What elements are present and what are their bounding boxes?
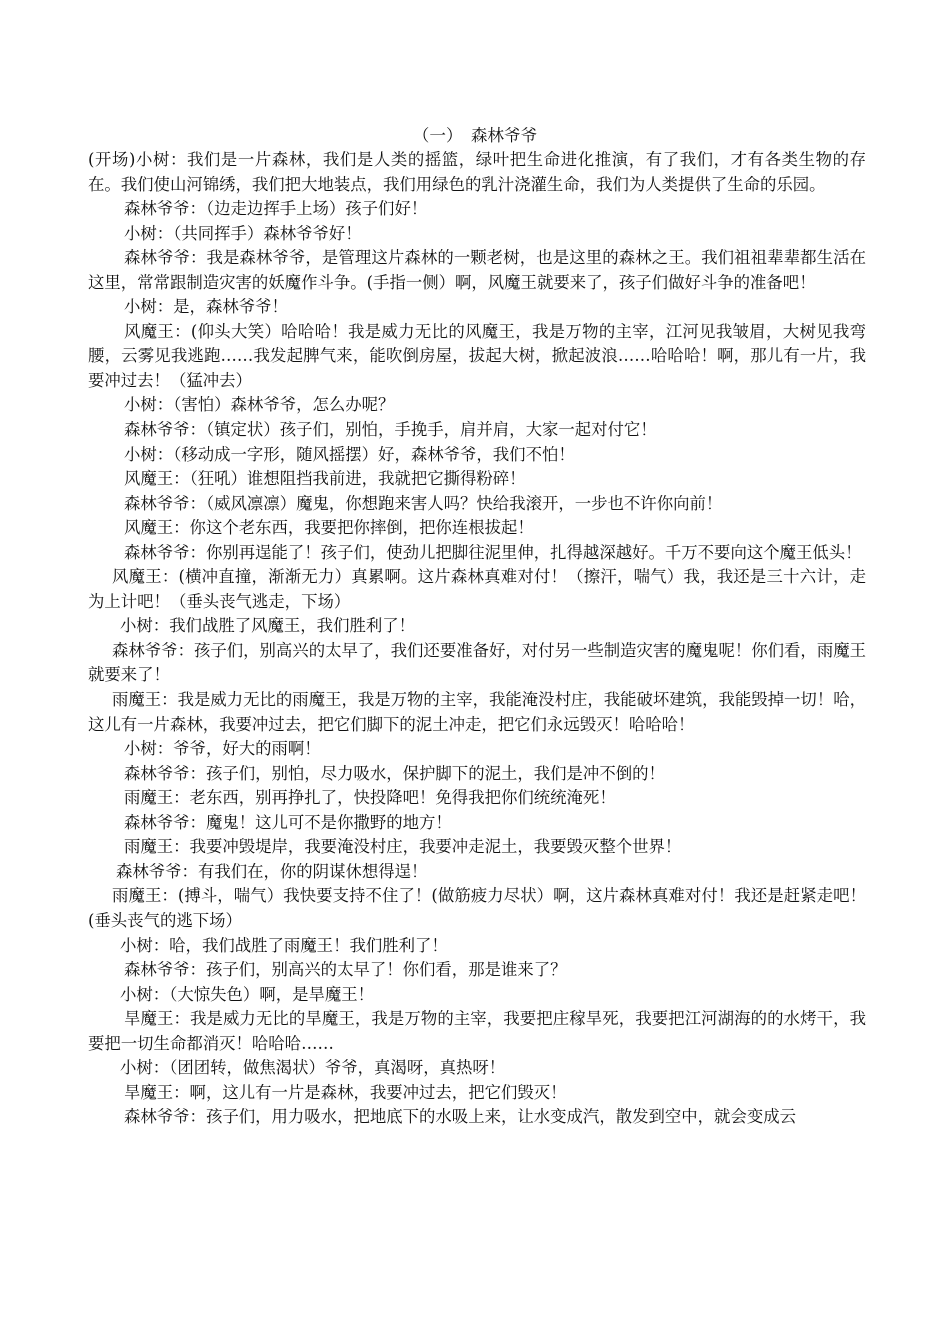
paragraph: 小树：我们战胜了风魔王，我们胜利了！	[120, 616, 416, 636]
paragraph: 小树：（大惊失色）啊，是旱魔王！	[120, 984, 375, 1004]
paragraph: 小树：（移动成一字形，随风摇摆）好，森林爷爷，我们不怕！	[124, 444, 575, 464]
page-title: （一） 森林爷爷	[412, 126, 538, 145]
paragraph: 森林爷爷：你别再逞能了！孩子们，使劲儿把脚往泥里伸，扎得越深越好。千万不要向这个魔王低头！	[124, 542, 862, 562]
paragraph: 风魔王：(仰头大笑）哈哈哈！我是威力无比的风魔王，我是万物的主宰，江河见我皱眉，大树见我弯腰，云雾见我逃跑……我发起脾气来，能吹倒房屋，拔起大树，掀起波浪……哈哈哈！啊，那儿有一片，我要冲过去！（猛冲去）	[88, 321, 866, 390]
paragraph: 旱魔王：啊，这儿有一片是森林，我要冲过去，把它们毁灭！	[124, 1082, 567, 1102]
paragraph: 森林爷爷：孩子们，别怕，尽力吸水，保护脚下的泥土，我们是冲不倒的！	[124, 763, 665, 783]
paragraph: 风魔王：(横冲直撞，渐渐无力）真累啊。这片森林真难对付！（擦汗，喘气）我，我还是三十六计，走为上计吧！（垂头丧气逃走，下场）	[88, 567, 866, 611]
paragraph: 森林爷爷：（威风凛凛）魔鬼，你想跑来害人吗？快给我滚开，一步也不许你向前！	[124, 493, 723, 513]
paragraph: 森林爷爷：有我们在，你的阴谋休想得逞！	[116, 861, 428, 881]
paragraph: 森林爷爷：我是森林爷爷，是管理这片森林的一颗老树，也是这里的森林之王。我们祖祖辈辈都生活在这里，常常跟制造灾害的妖魔作斗争。(手指一侧）啊，风魔王就要来了，孩子们做好斗争的准备吧！	[88, 248, 866, 292]
paragraph: 森林爷爷：（边走边挥手上场）孩子们好！	[124, 199, 428, 219]
paragraph: 小树：（团团转，做焦渴状）爷爷，真渴呀，真热呀！	[120, 1058, 506, 1078]
paragraph: 小树：哈，我们战胜了雨魔王！我们胜利了！	[120, 935, 448, 955]
paragraph: 风魔王：你这个老东西，我要把你摔倒，把你连根拔起！	[124, 518, 534, 538]
paragraph: 森林爷爷：孩子们，别高兴的太早了！你们看，那是谁来了？	[124, 960, 567, 980]
paragraph: 小树：是，森林爷爷！	[124, 297, 288, 317]
paragraph: 雨魔王：(搏斗，喘气）我快要支持不住了！(做筋疲力尽状）啊，这片森林真难对付！我还是赶紧走吧！(垂头丧气的逃下场）	[88, 886, 866, 930]
paragraph: 森林爷爷：孩子们，别高兴的太早了，我们还要准备好，对付另一些制造灾害的魔鬼呢！你们看，雨魔王就要来了！	[88, 640, 866, 685]
paragraph: 森林爷爷：魔鬼！这儿可不是你撒野的地方！	[124, 812, 452, 832]
paragraph: 森林爷爷：孩子们，用力吸水，把地底下的水吸上来，让水变成汽，散发到空中，就会变成云	[124, 1107, 797, 1127]
paragraph: (开场)小树：我们是一片森林，我们是人类的摇篮，绿叶把生命进化推演，有了我们，才有各类生物的存在。我们使山河锦绣，我们把大地装点，我们用绿色的乳汁浇灌生命，我们为人类提供了生命的乐园。	[88, 150, 866, 194]
paragraph: 风魔王：（狂吼）谁想阻挡我前进，我就把它撕得粉碎！	[124, 469, 526, 489]
paragraph: 小树：爷爷，好大的雨啊！	[124, 739, 321, 759]
paragraph: 雨魔王：老东西，别再挣扎了，快投降吧！免得我把你们统统淹死！	[124, 788, 616, 808]
paragraph: 旱魔王：我是威力无比的旱魔王，我是万物的主宰，我要把庄稼旱死，我要把江河湖海的的水烤干，我要把一切生命都消灭！哈哈哈……	[88, 1009, 866, 1053]
paragraph: 森林爷爷：（镇定状）孩子们，别怕，手挽手，肩并肩，大家一起对付它！	[124, 420, 657, 440]
paragraph: 雨魔王：我是威力无比的雨魔王，我是万物的主宰，我能淹没村庄，我能破坏建筑，我能毁掉一切！哈，这儿有一片森林，我要冲过去，把它们脚下的泥土冲走，把它们永远毁灭！哈哈哈！	[88, 690, 866, 734]
script-body	[88, 148, 866, 1130]
paragraph: 雨魔王：我要冲毁堤岸，我要淹没村庄，我要冲走泥土，我要毁灭整个世界！	[124, 837, 682, 857]
paragraph: 小树：（害怕）森林爷爷，怎么办呢？	[124, 395, 395, 415]
paragraph: 小树：（共同挥手）森林爷爷好！	[124, 223, 362, 243]
